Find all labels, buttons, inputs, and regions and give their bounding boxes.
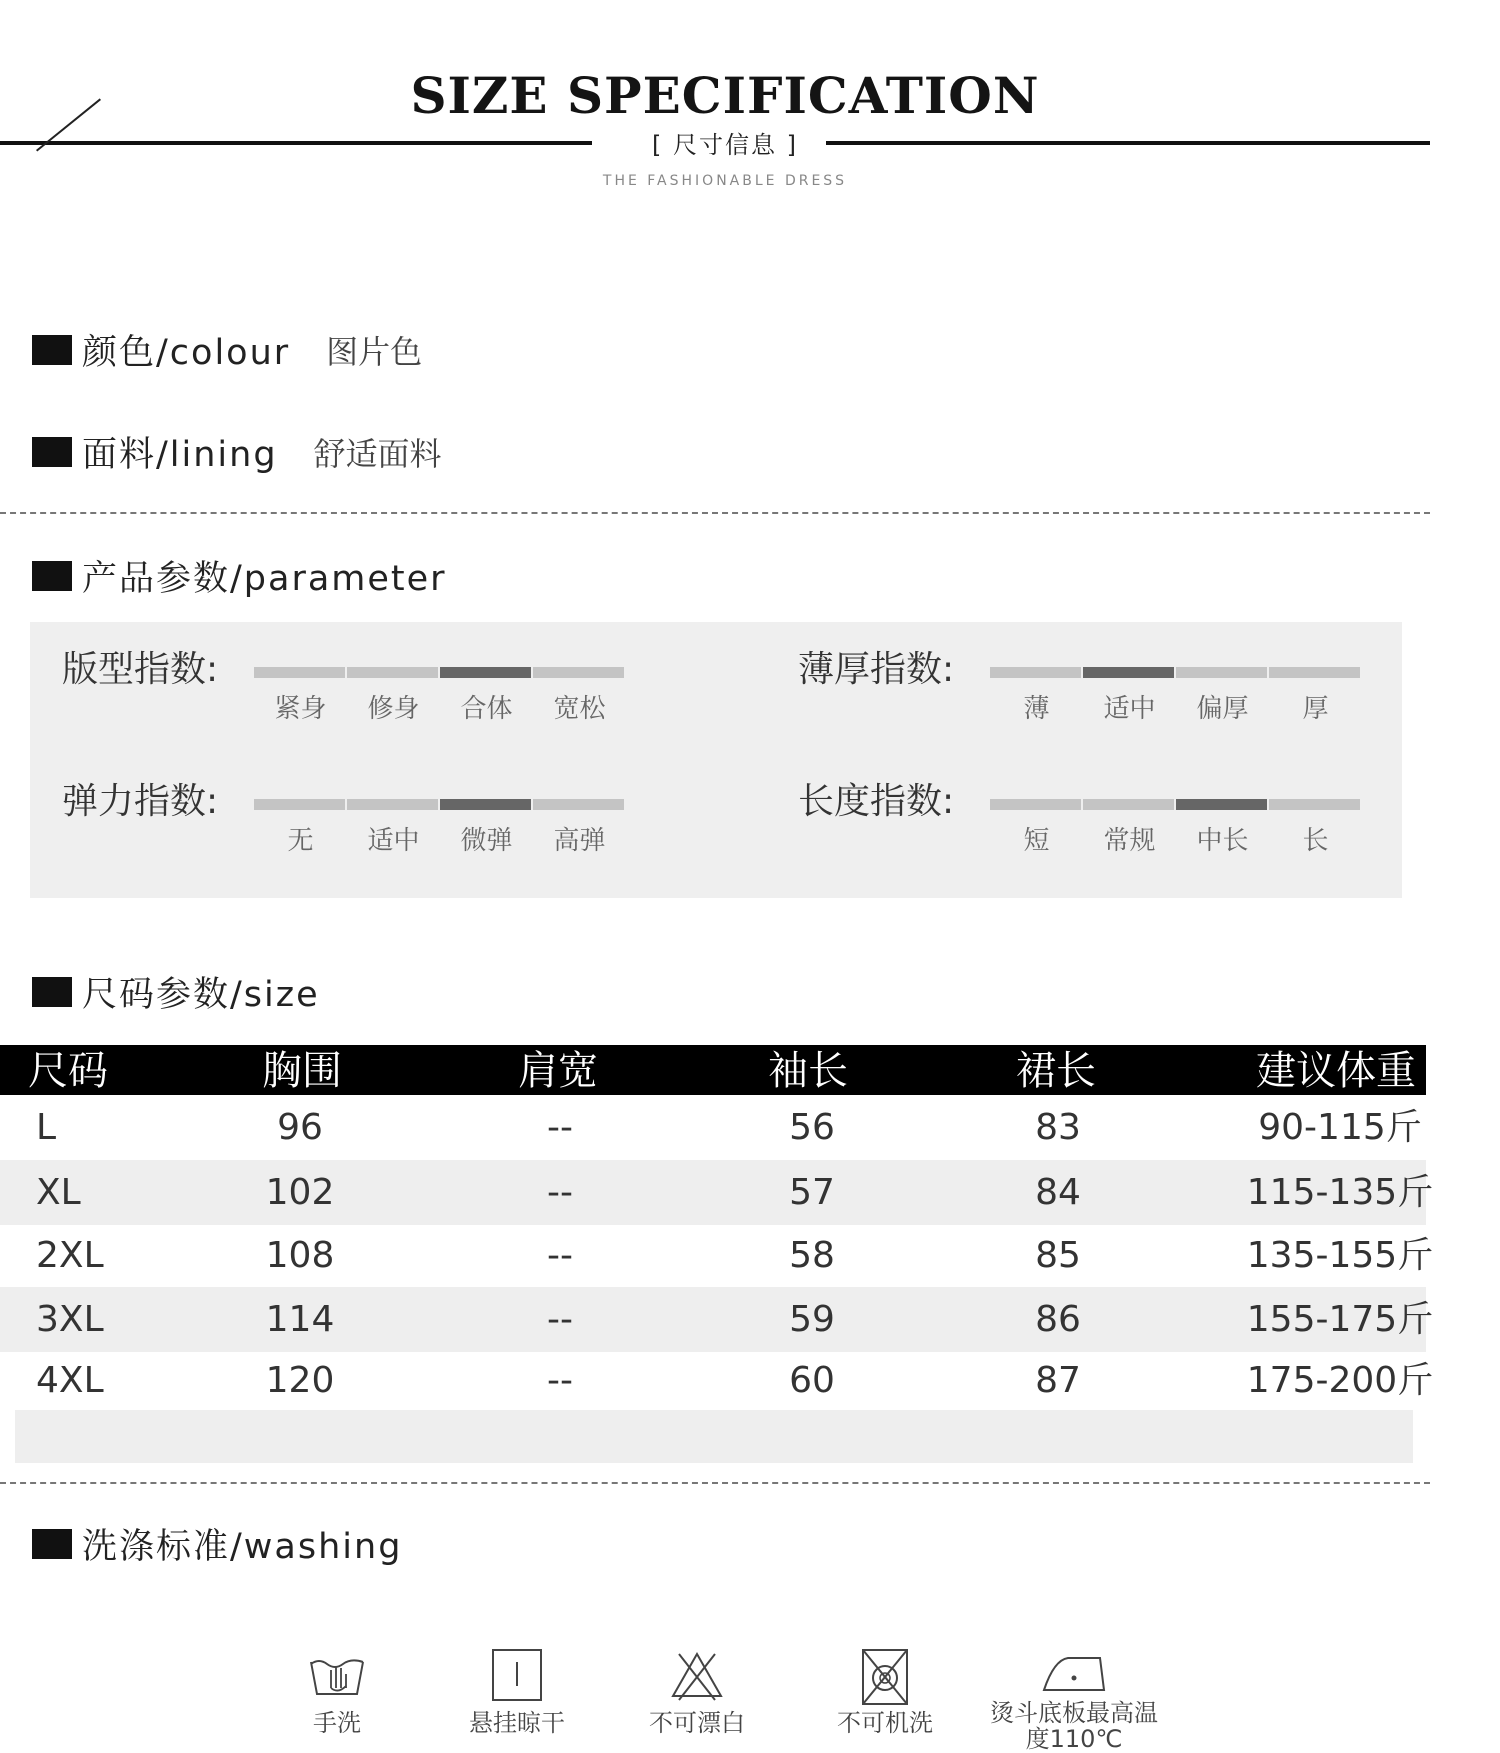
param-title-length: 长度指数:	[798, 781, 955, 822]
table-row	[0, 1352, 1434, 1410]
param-scale-bar	[990, 667, 1362, 678]
param-title-thickness: 薄厚指数:	[798, 649, 955, 690]
header-divider-left	[0, 141, 592, 145]
hand-wash-icon	[305, 1648, 369, 1700]
wash-label: 手洗	[313, 1709, 361, 1737]
scale-option-label: 厚	[1302, 694, 1329, 724]
size-heading	[32, 974, 320, 1015]
param-scale-labels	[254, 824, 626, 858]
table-cell: 3XL	[36, 1299, 104, 1340]
header-tagline: THE FASHIONABLE DRESS	[602, 173, 848, 189]
parameter-heading-label: 产品参数/parameter	[82, 559, 447, 599]
wash-label: 不可漂白	[649, 1709, 745, 1737]
table-cell: 56	[789, 1107, 835, 1148]
scale-segment	[533, 667, 624, 678]
size-table-header	[0, 1045, 1426, 1095]
table-cell: 96	[277, 1107, 323, 1148]
table-cell: 57	[789, 1172, 835, 1213]
bullet-square-icon	[32, 437, 72, 467]
scale-option-label: 长	[1302, 826, 1329, 856]
wash-label: 不可机洗	[837, 1709, 933, 1737]
bullet-square-icon	[32, 977, 72, 1007]
param-scale-bar	[990, 799, 1362, 810]
lining-value: 舒适面料	[313, 435, 442, 473]
header-subtitle: [ 尺寸信息 ]	[652, 131, 798, 159]
column-header-chest: 胸围	[262, 1048, 342, 1094]
colour-row	[32, 332, 423, 373]
param-group-length	[798, 780, 1458, 880]
dashed-divider	[0, 512, 1430, 514]
table-cell: XL	[36, 1172, 81, 1213]
table-cell: 85	[1035, 1235, 1081, 1276]
bullet-square-icon	[32, 561, 72, 591]
dashed-divider	[0, 1482, 1430, 1484]
scale-option-label: 高弹	[553, 826, 606, 856]
size-table-footer	[15, 1410, 1413, 1463]
bullet-square-icon	[32, 1529, 72, 1559]
param-group-thickness	[798, 648, 1458, 748]
wash-label: 烫斗底板最高温度110℃	[990, 1699, 1158, 1753]
scale-segment	[1269, 667, 1360, 678]
table-cell: 59	[789, 1299, 835, 1340]
header-divider-right	[826, 141, 1430, 145]
table-cell: 4XL	[36, 1360, 104, 1401]
scale-option-label: 无	[287, 826, 314, 856]
table-cell: 115-135斤	[1246, 1172, 1434, 1213]
wash-item	[800, 1640, 970, 1751]
scale-segment	[347, 799, 438, 810]
column-header-sleeve: 袖长	[768, 1048, 848, 1094]
wash-item	[432, 1640, 602, 1751]
table-cell: 102	[265, 1172, 335, 1213]
table-cell: 120	[265, 1360, 335, 1401]
table-row	[0, 1160, 1434, 1225]
no-bleach-icon	[665, 1648, 729, 1702]
scale-segment	[990, 799, 1081, 810]
bullet-square-icon	[32, 335, 72, 365]
table-cell: 58	[789, 1235, 835, 1276]
scale-segment-selected	[1176, 799, 1267, 810]
table-cell: 2XL	[36, 1235, 104, 1276]
parameter-heading	[32, 558, 447, 599]
table-cell: L	[36, 1107, 57, 1148]
param-title-fit: 版型指数:	[62, 649, 219, 690]
iron-icon	[1038, 1648, 1110, 1698]
column-header-dress-length: 裙长	[1016, 1048, 1096, 1094]
scale-option-label: 合体	[460, 694, 513, 724]
scale-segment	[1083, 799, 1174, 810]
colour-label: 颜色/colour	[82, 333, 291, 373]
colour-value: 图片色	[326, 333, 423, 371]
table-cell: --	[547, 1172, 573, 1213]
no-machine-wash-icon	[853, 1648, 917, 1706]
scale-segment	[347, 667, 438, 678]
table-cell: 90-115斤	[1258, 1107, 1422, 1148]
table-cell: 108	[265, 1235, 335, 1276]
wash-label: 悬挂晾干	[469, 1709, 565, 1737]
table-cell: 135-155斤	[1246, 1235, 1434, 1276]
scale-option-label: 适中	[367, 826, 420, 856]
param-scale-labels	[990, 692, 1362, 726]
scale-option-label: 微弹	[460, 826, 513, 856]
wash-item	[252, 1640, 422, 1751]
scale-segment	[1269, 799, 1360, 810]
scale-option-label: 紧身	[274, 694, 327, 724]
parameter-panel	[30, 622, 1402, 898]
table-cell: 155-175斤	[1246, 1299, 1434, 1340]
scale-segment	[533, 799, 624, 810]
table-cell: 114	[265, 1299, 335, 1340]
wash-item	[612, 1640, 782, 1751]
wash-item	[984, 1640, 1164, 1751]
param-group-elasticity	[62, 780, 722, 880]
scale-segment	[1176, 667, 1267, 678]
param-scale-labels	[990, 824, 1362, 858]
column-header-size: 尺码	[28, 1048, 108, 1094]
table-cell: 84	[1035, 1172, 1081, 1213]
column-header-weight: 建议体重	[1256, 1048, 1416, 1094]
scale-option-label: 偏厚	[1196, 694, 1249, 724]
scale-segment-selected	[1083, 667, 1174, 678]
param-scale-bar	[254, 667, 626, 678]
column-header-shoulder: 肩宽	[518, 1048, 598, 1094]
table-cell: --	[547, 1360, 573, 1401]
table-cell: 83	[1035, 1107, 1081, 1148]
table-cell: 87	[1035, 1360, 1081, 1401]
table-row	[0, 1287, 1434, 1352]
table-cell: --	[547, 1235, 573, 1276]
table-row	[0, 1225, 1434, 1287]
page-title: SIZE SPECIFICATION	[410, 66, 1040, 125]
param-scale-bar	[254, 799, 626, 810]
scale-segment	[990, 667, 1081, 678]
scale-option-label: 适中	[1103, 694, 1156, 724]
scale-segment	[254, 667, 345, 678]
scale-option-label: 修身	[367, 694, 420, 724]
scale-option-label: 宽松	[553, 694, 606, 724]
scale-segment	[254, 799, 345, 810]
table-row	[0, 1095, 1426, 1160]
size-heading-label: 尺码参数/size	[82, 975, 320, 1015]
lining-label: 面料/lining	[82, 435, 278, 475]
scale-option-label: 常规	[1103, 826, 1156, 856]
scale-option-label: 中长	[1196, 826, 1249, 856]
table-cell: 86	[1035, 1299, 1081, 1340]
hang-dry-icon	[485, 1648, 549, 1704]
param-scale-labels	[254, 692, 626, 726]
table-cell: 175-200斤	[1246, 1360, 1434, 1401]
param-title-elasticity: 弹力指数:	[62, 781, 219, 822]
washing-heading	[32, 1526, 403, 1567]
lining-row	[32, 434, 442, 475]
scale-option-label: 薄	[1023, 694, 1050, 724]
table-cell: 60	[789, 1360, 835, 1401]
table-cell: --	[547, 1299, 573, 1340]
scale-segment-selected	[440, 667, 531, 678]
param-group-fit	[62, 648, 722, 748]
washing-heading-label: 洗涤标准/washing	[82, 1527, 403, 1567]
table-cell: --	[547, 1107, 573, 1148]
scale-segment-selected	[440, 799, 531, 810]
scale-option-label: 短	[1023, 826, 1050, 856]
